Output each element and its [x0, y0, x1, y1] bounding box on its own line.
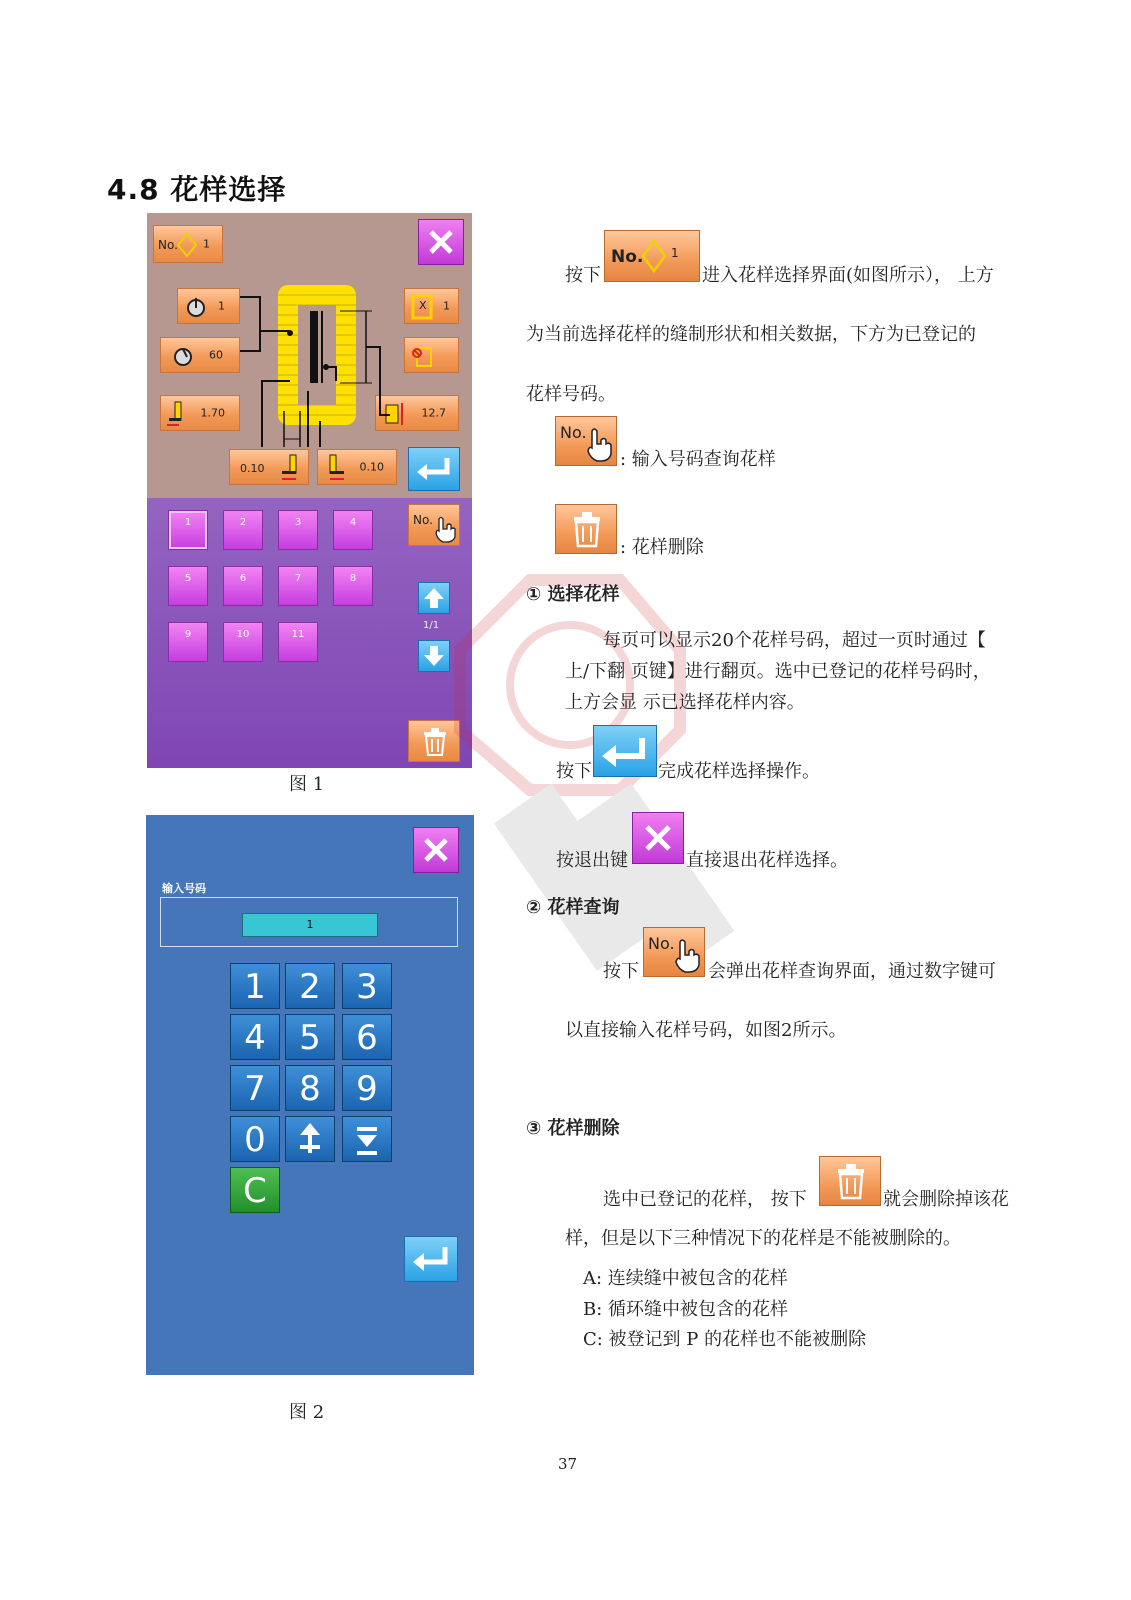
section-title: 4.8 花样选择	[107, 173, 287, 206]
close-icon	[414, 828, 458, 872]
close-icon	[633, 813, 683, 863]
figure-1-caption: 图 1	[289, 774, 325, 795]
thread-cut-param[interactable]	[404, 337, 459, 373]
enter-icon	[594, 726, 656, 776]
length-value: 12.7	[421, 406, 446, 420]
pattern-item[interactable]: 11	[278, 622, 318, 662]
close-icon	[419, 220, 463, 264]
trash-icon	[835, 1163, 867, 1201]
pattern-shape-preview	[240, 281, 410, 447]
figure-1-pattern-select-screen	[147, 213, 472, 768]
page-up-button[interactable]	[418, 582, 450, 614]
delete-desc: : 花样删除	[620, 537, 704, 558]
delete-post: 就会删除掉该花	[883, 1189, 1009, 1210]
page-down-button[interactable]	[418, 640, 450, 672]
scale-param[interactable]	[404, 288, 459, 324]
diamond-icon	[641, 239, 667, 273]
presser-foot-param[interactable]	[177, 288, 240, 324]
key-8[interactable]: 8	[285, 1065, 335, 1111]
enter-button[interactable]	[404, 1236, 458, 1282]
heading-pattern-search: ② 花样查询	[526, 897, 620, 918]
speed-value: 60	[209, 348, 223, 362]
inline-close-icon	[632, 812, 684, 864]
inline-pattern-no-icon	[604, 230, 700, 282]
pattern-item[interactable]: 1	[168, 510, 208, 550]
no-thread-cut-icon	[409, 344, 435, 370]
key-6[interactable]: 6	[342, 1014, 392, 1060]
left-offset-icon	[278, 453, 304, 483]
heading-pattern-delete: ③ 花样删除	[526, 1118, 620, 1139]
pattern-search-button[interactable]	[408, 504, 460, 546]
close-button[interactable]	[413, 827, 459, 873]
close-button[interactable]	[418, 219, 464, 265]
key-0[interactable]: 0	[230, 1116, 280, 1162]
search-post: 会弹出花样查询界面，通过数字键可	[708, 961, 996, 982]
list-item: C: 被登记到 P 的花样也不能被删除	[583, 1329, 867, 1350]
pattern-no-value: 1	[203, 237, 210, 251]
search-label: No.	[413, 513, 433, 527]
diamond-icon	[176, 232, 198, 258]
key-5[interactable]: 5	[285, 1014, 335, 1060]
delete-pattern-button[interactable]	[408, 720, 460, 762]
pattern-number-input[interactable]: 1	[242, 913, 378, 937]
speed-dial-icon	[171, 344, 195, 368]
pattern-item[interactable]: 4	[333, 510, 373, 550]
pattern-item[interactable]: 10	[223, 622, 263, 662]
search-pre: 按下	[603, 961, 639, 982]
hand-pointer-icon	[672, 938, 702, 974]
key-4[interactable]: 4	[230, 1014, 280, 1060]
left-offset-value: 0.10	[240, 462, 265, 475]
figure-2-caption: 图 2	[289, 1402, 325, 1423]
pattern-no-label: No.	[158, 238, 178, 252]
search-desc: : 输入号码查询花样	[620, 449, 776, 470]
inline-search-label: No.	[560, 423, 587, 442]
width-icon	[165, 400, 191, 428]
inline-search-label: No.	[648, 934, 675, 953]
intro-line2: 为当前选择花样的缝制形状和相关数据，下方为已登记的	[526, 324, 976, 345]
clear-key[interactable]: C	[230, 1167, 280, 1213]
left-offset-param[interactable]	[229, 449, 309, 485]
intro-pre: 按下	[565, 265, 601, 286]
page-number: 37	[558, 1455, 578, 1473]
scale-label: X	[419, 299, 427, 312]
hand-pointer-icon	[584, 427, 614, 463]
inline-search-icon	[555, 416, 617, 466]
inline-search-icon-2	[643, 927, 705, 977]
enter-button[interactable]	[408, 447, 460, 491]
figure-2-number-input-screen	[146, 815, 474, 1375]
key-7[interactable]: 7	[230, 1065, 280, 1111]
list-item: A: 连续缝中被包含的花样	[583, 1268, 788, 1289]
exit-post: 直接退出花样选择。	[686, 850, 848, 871]
presser-foot-value: 1	[218, 299, 225, 313]
pattern-list-panel	[147, 498, 472, 768]
pattern-preview-panel	[147, 213, 472, 498]
key-1[interactable]: 1	[230, 963, 280, 1009]
inline-enter-icon	[593, 725, 657, 777]
delete-line2: 样，但是以下三种情况下的花样是不能被删除的。	[565, 1228, 961, 1249]
exit-pre: 按退出键	[556, 850, 628, 871]
key-2[interactable]: 2	[285, 963, 335, 1009]
trash-icon	[421, 726, 449, 758]
increment-icon	[286, 1117, 334, 1161]
key-3[interactable]: 3	[342, 963, 392, 1009]
width-param[interactable]	[160, 395, 240, 431]
pattern-no-button[interactable]	[153, 225, 223, 263]
key-up[interactable]	[285, 1116, 335, 1162]
pattern-item[interactable]: 5	[168, 566, 208, 606]
pattern-item[interactable]: 9	[168, 622, 208, 662]
page-indicator: 1/1	[423, 620, 440, 631]
right-offset-param[interactable]	[317, 449, 397, 485]
pattern-item[interactable]: 2	[223, 510, 263, 550]
input-label: 输入号码	[162, 882, 206, 895]
key-down[interactable]	[342, 1116, 392, 1162]
right-offset-value: 0.10	[359, 460, 384, 474]
enter-icon	[409, 448, 459, 490]
right-offset-icon	[322, 453, 348, 483]
inline-no-label: No.	[611, 247, 644, 267]
scale-value: 1	[443, 299, 450, 313]
intro-line3: 花样号码。	[526, 384, 616, 405]
enter-icon	[405, 1237, 457, 1281]
intro-post: 进入花样选择界面(如图所示）， 上方	[702, 265, 994, 286]
search-line2: 以直接输入花样号码，如图2所示。	[565, 1020, 847, 1041]
list-item: B: 循环缝中被包含的花样	[583, 1299, 789, 1320]
inline-delete-icon-2	[819, 1156, 881, 1206]
enter-pre: 按下	[556, 761, 592, 782]
enter-post: 完成花样选择操作。	[658, 761, 820, 782]
width-value: 1.70	[200, 406, 225, 420]
delete-pre: 选中已登记的花样， 按下	[603, 1189, 807, 1210]
pattern-item[interactable]: 6	[223, 566, 263, 606]
decrement-icon	[343, 1117, 391, 1161]
arrow-up-icon	[419, 583, 449, 613]
pattern-item[interactable]: 7	[278, 566, 318, 606]
key-9[interactable]: 9	[342, 1065, 392, 1111]
presser-foot-icon	[184, 295, 208, 319]
select-para-1: 每页可以显示20个花样号码，超过一页时通过【	[603, 630, 986, 651]
arrow-down-icon	[419, 641, 449, 671]
speed-param[interactable]	[160, 337, 240, 373]
select-para-2: 上/下翻 页键】进行翻页。选中已登记的花样号码时，	[565, 661, 991, 682]
pattern-item[interactable]: 8	[333, 566, 373, 606]
inline-delete-icon	[555, 504, 617, 554]
hand-pointer-icon	[433, 515, 457, 543]
heading-select-pattern: ① 选择花样	[526, 584, 620, 605]
inline-no-value: 1	[671, 246, 679, 260]
select-para-3: 上方会显 示已选择花样内容。	[565, 692, 805, 713]
trash-icon	[571, 511, 603, 549]
pattern-item[interactable]: 3	[278, 510, 318, 550]
